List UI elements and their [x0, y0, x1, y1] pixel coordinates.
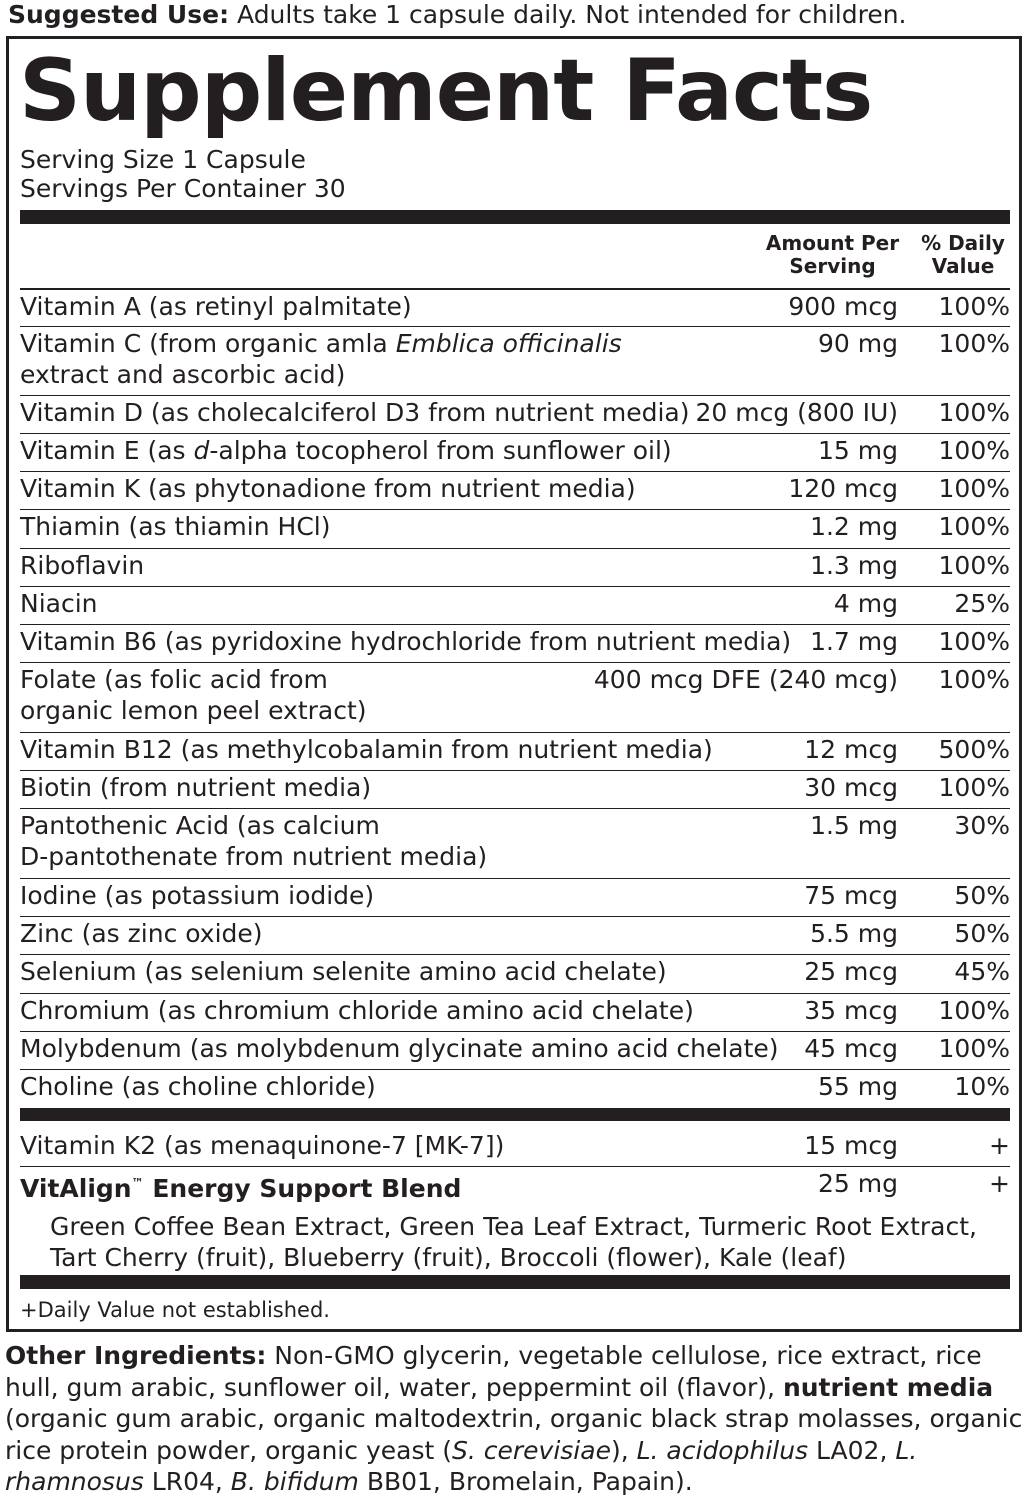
nutrient-row-chromium: Chromium (as chromium chloride amino acid chelate) 35 mcg 100%: [20, 994, 1010, 1032]
thick-divider: [20, 210, 1010, 224]
panel-title: Supplement Facts: [19, 41, 873, 141]
servings-per-container: Servings Per Container 30: [20, 174, 346, 203]
nutrient-row-riboflavin: Riboflavin 1.3 mg 100%: [20, 549, 1010, 587]
nutrient-row-niacin: Niacin 4 mg 25%: [20, 587, 1010, 625]
nutrient-row-vitamin-k: Vitamin K (as phytonadione from nutrient media) 120 mcg 100%: [20, 472, 1010, 510]
thick-divider-3: [20, 1275, 1010, 1289]
daily-value-header: % Daily Value: [921, 231, 1005, 278]
amount-header: Amount Per Serving: [765, 231, 900, 278]
nutrient-row-vitamin-b12: Vitamin B12 (as methylcobalamin from nutrient media) 12 mcg 500%: [20, 733, 1010, 771]
nutrient-row-choline: Choline (as choline chloride) 55 mg 10%: [20, 1072, 1010, 1101]
nutrient-row-pantothenic-acid: Pantothenic Acid (as calcium D-pantothenate from nutrient media) 1.5 mg 30%: [20, 809, 1010, 879]
thick-divider-2: [20, 1108, 1010, 1121]
suggested-use-label: Suggested Use:: [8, 0, 230, 29]
daily-value-footnote: +Daily Value not established.: [20, 1298, 330, 1322]
serving-info: [20, 145, 346, 203]
nutrient-row-thiamin: Thiamin (as thiamin HCl) 1.2 mg 100%: [20, 510, 1010, 549]
nutrient-row-folate: Folate (as folic acid from organic lemon peel extract) 400 mcg DFE (240 mcg) 100%: [20, 663, 1010, 733]
nutrient-row-vitamin-b6: Vitamin B6 (as pyridoxine hydrochloride from nutrient media) 1.7 mg 100%: [20, 625, 1010, 663]
blend-row: VitAlign™ Energy Support Blend 25 mg +: [20, 1169, 1010, 1203]
nutrient-row-vitamin-d: Vitamin D (as cholecalciferol D3 from nutrient media) 20 mcg (800 IU) 100%: [20, 396, 1010, 434]
supplement-facts-panel: [6, 36, 1022, 1332]
nutrient-row-iodine: Iodine (as potassium iodide) 75 mcg 50%: [20, 879, 1010, 917]
nutrient-row-biotin: Biotin (from nutrient media) 30 mcg 100%: [20, 771, 1010, 809]
nutrient-row-zinc: Zinc (as zinc oxide) 5.5 mg 50%: [20, 917, 1010, 955]
nutrient-row-vitamin-c: Vitamin C (from organic amla Emblica officinalis extract and ascorbic acid) 90 mg 100%: [20, 327, 1010, 396]
suggested-use-text: Adults take 1 capsule daily. Not intended for children.: [229, 0, 907, 29]
nutrient-row-vitamin-a: Vitamin A (as retinyl palmitate) 900 mcg 100%: [20, 290, 1010, 327]
suggested-use: [8, 0, 907, 30]
serving-size: Serving Size 1 Capsule: [20, 145, 306, 174]
nutrient-row-selenium: Selenium (as selenium selenite amino acid chelate) 25 mcg 45%: [20, 955, 1010, 994]
nutrient-row-vitamin-k2: Vitamin K2 (as menaquinone-7 [MK-7]) 15 mcg +: [20, 1129, 1010, 1167]
nutrient-row-molybdenum: Molybdenum (as molybdenum glycinate amino acid chelate) 45 mcg 100%: [20, 1032, 1010, 1070]
blend-contents: Green Coffee Bean Extract, Green Tea Leaf Extract, Turmeric Root Extract, Tart Cherry (fruit), Blueberry (fruit), Broccoli (flower), Kale (leaf): [50, 1212, 977, 1272]
nutrient-row-vitamin-e: Vitamin E (as d-alpha tocopherol from sunflower oil) 15 mg 100%: [20, 434, 1010, 472]
other-ingredients: Other Ingredients: Non-GMO glycerin, vegetable cellulose, rice extract, rice hull, gum arabic, sunflower oil, water, peppermint oil (flavor), nutrient media (organic gum arabic, organic maltodextrin, organic black strap molasses, organic rice protein powder, organic yeast (S. cerevisiae), L. acidophilus LA02, L. rhamnosus LR04, B. bifidum BB01, Bromelain, Papain).: [5, 1341, 1023, 1496]
